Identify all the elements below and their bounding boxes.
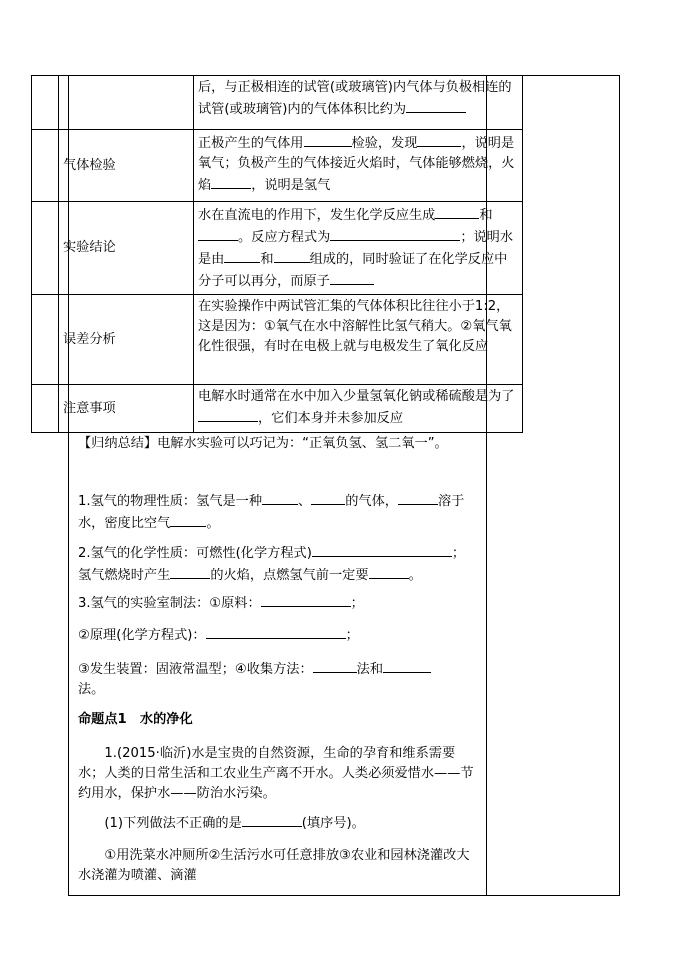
answer-blank[interactable]: [312, 542, 452, 557]
frame-line: [619, 75, 620, 896]
question-1-options: ①用洗菜水冲厕所②生活污水可任意排放③农业和园林浇灌改大水浇灌为喷灌、滴灌: [78, 848, 470, 883]
row-content: 在实验操作中两试管汇集的气体体积比往往小于1:2，这是因为：①氧气在水中溶解性比氢气稍大。②氧气氧化性很强，有时在电极上就与电极发生了氧化反应: [194, 295, 523, 385]
table-row: [32, 295, 523, 385]
table-row: [32, 76, 523, 130]
answer-blank[interactable]: [398, 490, 438, 505]
hydrogen-lab-prep: 3.氢气的实验室制法：①原料： ；: [78, 592, 478, 614]
table-cell: [32, 130, 59, 202]
answer-blank[interactable]: [435, 204, 479, 219]
row-content: 正极产生的气体用 检验，发现 ，说明是氧气；负极产生的气体接近火焰时，气体能够燃烧，火焰 ，说明是氢气: [194, 130, 523, 202]
table-cell: [32, 76, 59, 130]
answer-blank[interactable]: [311, 490, 345, 505]
row-label: [59, 76, 194, 130]
row-label: 注意事项: [59, 385, 194, 433]
row-label: 实验结论: [59, 202, 194, 295]
answer-blank[interactable]: [313, 658, 357, 673]
table-row: [32, 202, 523, 295]
answer-blank[interactable]: [211, 174, 251, 189]
table-row: [32, 130, 523, 202]
answer-blank[interactable]: [170, 564, 210, 579]
answer-blank[interactable]: [198, 407, 258, 422]
row-label: 气体检验: [59, 130, 194, 202]
table-cell: [32, 295, 59, 385]
hydrogen-lab-principle: ②原理(化学方程式)： ；: [78, 624, 478, 646]
answer-blank[interactable]: [383, 658, 431, 673]
frame-line: [68, 895, 620, 896]
answer-blank[interactable]: [330, 270, 374, 285]
table-cell: [32, 202, 59, 295]
table-row: [32, 385, 523, 433]
answer-blank[interactable]: [369, 564, 409, 579]
answer-blank[interactable]: [261, 592, 351, 607]
experiment-table: [31, 75, 523, 433]
answer-blank[interactable]: [274, 248, 310, 263]
question-1-part-1: (1)下列做法不正确的是 (填序号)。: [78, 812, 478, 834]
table-cell: [32, 385, 59, 433]
answer-blank[interactable]: [406, 98, 466, 113]
hydrogen-physical-properties: 1.氢气的物理性质：氢气是一种 、 的气体， 溶于水，密度比空气 。: [78, 490, 478, 534]
row-content: 后，与正极相连的试管(或玻璃管)内气体与负极相连的试管(或玻璃管)内的气体体积比约为: [194, 76, 523, 130]
hydrogen-chemical-properties: 2.氢气的化学性质：可燃性(化学方程式) ； 氢气燃烧时产生 的火焰，点燃氢气前一定要 。: [78, 542, 478, 586]
answer-blank[interactable]: [198, 226, 238, 241]
answer-blank[interactable]: [206, 624, 346, 639]
section-title: 命题点1 水的净化: [78, 712, 193, 727]
answer-blank[interactable]: [242, 812, 302, 827]
answer-blank[interactable]: [170, 512, 206, 527]
answer-blank[interactable]: [417, 132, 461, 147]
summary-paragraph: 【归纳总结】电解水实验可以巧记为：“正氧负氢、氢二氧一”。: [78, 436, 448, 451]
answer-blank[interactable]: [304, 132, 352, 147]
row-content: 电解水时通常在水中加入少量氢氧化钠或稀硫酸是为了，它们本身并未参加反应: [194, 385, 523, 433]
answer-blank[interactable]: [330, 226, 460, 241]
question-1: 1.(2015·临沂)水是宝贵的自然资源，生命的孕育和维系需要水；人类的日常生活和工农业生产离不开水。人类必须爱惜水——节约用水，保护水——防治水污染。: [78, 746, 474, 801]
row-content: 水在直流电的作用下，发生化学反应生成 和。反应方程式为 ；说明水是由 和 组成的，同时验证了在化学反应中分子可以再分，而原子: [194, 202, 523, 295]
row-label: 误差分析: [59, 295, 194, 385]
hydrogen-apparatus: ③发生装置：固液常温型；④收集方法： 法和 法。: [78, 658, 478, 700]
answer-blank[interactable]: [224, 248, 260, 263]
answer-blank[interactable]: [262, 490, 298, 505]
